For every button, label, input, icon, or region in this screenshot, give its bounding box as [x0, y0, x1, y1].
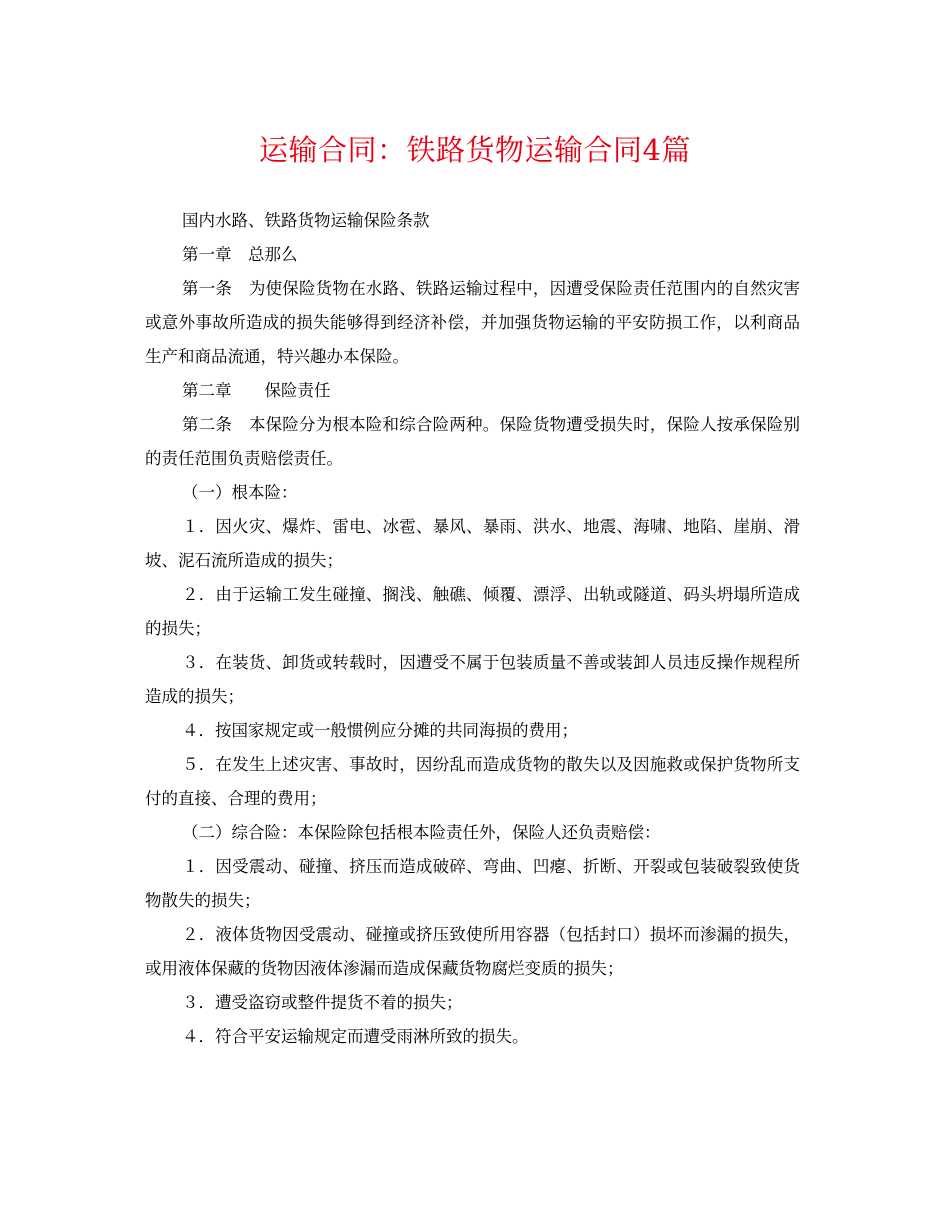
- paragraph-comprehensive-item-4: ４．符合平安运输规定而遭受雨淋所致的损失。: [182, 1027, 529, 1046]
- paragraph-subtitle: 国内水路、铁路货物运输保险条款: [182, 211, 430, 230]
- paragraph-comprehensive-item-3: ３．遭受盗窃或整件提货不着的损失；: [182, 993, 463, 1012]
- paragraph-comprehensive-insurance: （二）综合险：本保险除包括根本险责任外，保险人还负责赔偿：: [182, 823, 661, 842]
- paragraph-basic-item-4: ４．按国家规定或一般惯例应分摊的共同海损的费用；: [182, 721, 578, 740]
- paragraph-basic-item-3: ３．在装货、卸货或转载时，因遭受不属于包装质量不善或装卸人员违反操作规程所造成的损失；: [145, 653, 800, 706]
- paragraph-basic-insurance: （一）根本险：: [182, 483, 298, 502]
- paragraph-comprehensive-item-1: １．因受震动、碰撞、挤压而造成破碎、弯曲、凹瘪、折断、开裂或包装破裂致使货物散失的损失；: [145, 857, 800, 910]
- paragraph-article-1: 第一条 为使保险货物在水路、铁路运输过程中，因遭受保险责任范围内的自然灾害或意外事故所造成的损失能够得到经济补偿，并加强货物运输的平安防损工作，以利商品生产和商品流通，特兴趣办本保险。: [145, 279, 800, 366]
- paragraph-chapter-2: 第二章 保险责任: [182, 381, 331, 400]
- paragraph-article-2: 第二条 本保险分为根本险和综合险两种。保险货物遭受损失时，保险人按承保险别的责任范围负责赔偿责任。: [145, 415, 800, 468]
- paragraph-basic-item-2: ２．由于运输工发生碰撞、搁浅、触礁、倾覆、漂浮、出轨或隧道、码头坍塌所造成的损失；: [145, 585, 800, 638]
- paragraph-basic-item-5: ５．在发生上述灾害、事故时，因纷乱而造成货物的散失以及因施救或保护货物所支付的直接、合理的费用；: [145, 755, 800, 808]
- document-body: [145, 204, 800, 1054]
- paragraph-chapter-1: 第一章 总那么: [182, 245, 298, 264]
- document-title: 运输合同：铁路货物运输合同4篇: [259, 133, 691, 167]
- paragraph-basic-item-1: １．因火灾、爆炸、雷电、冰雹、暴风、暴雨、洪水、地震、海啸、地陷、崖崩、滑坡、泥石流所造成的损失；: [145, 517, 800, 570]
- paragraph-comprehensive-item-2: ２．液体货物因受震动、碰撞或挤压致使所用容器（包括封口）损坏而渗漏的损失，或用液体保藏的货物因液体渗漏而造成保藏货物腐烂变质的损失；: [145, 925, 800, 978]
